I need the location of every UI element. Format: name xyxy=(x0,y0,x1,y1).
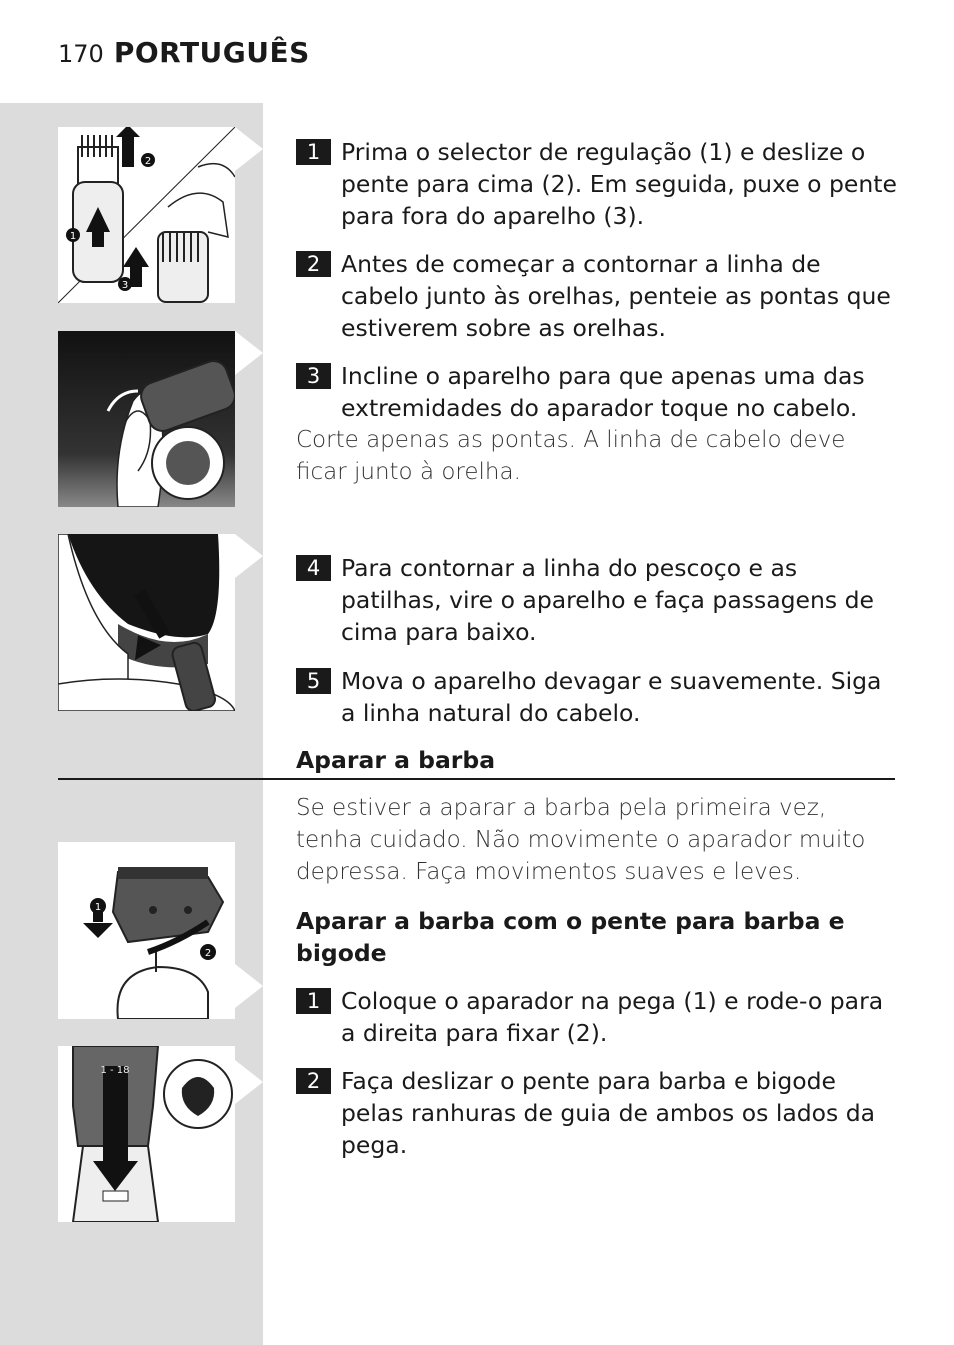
figure-pointer xyxy=(235,1060,263,1104)
step-number-badge: 4 xyxy=(296,555,331,581)
step-text: Antes de começar a contornar a linha de cabelo junto às orelhas, penteie as pontas que estiverem sobre as orelhas. xyxy=(341,250,891,342)
attach-trimmer-illustration xyxy=(58,842,235,1019)
step-number-badge: 3 xyxy=(296,363,331,389)
step-2-comb-hair xyxy=(296,248,901,344)
page-language-title: PORTUGUÊS xyxy=(113,36,310,69)
figure-attach-trimmer xyxy=(58,842,235,1019)
figure-beard-comb xyxy=(58,1046,235,1222)
step-2-slide-comb xyxy=(296,1065,901,1161)
step-1-remove-comb xyxy=(296,136,901,232)
subsection-heading: Aparar a barba com o pente para barba e bigode xyxy=(296,907,845,967)
step-4-neckline xyxy=(296,552,901,648)
callout-2: 2 xyxy=(204,948,212,959)
ear-trim-illustration xyxy=(58,331,235,507)
figure-pointer xyxy=(235,331,263,375)
beard-comb-illustration xyxy=(58,1046,235,1222)
step-1-attach-trimmer xyxy=(296,985,901,1049)
section-heading: Aparar a barba xyxy=(296,746,496,774)
step-5-move-slowly xyxy=(296,665,901,729)
step-3-tilt-appliance xyxy=(296,360,901,424)
step-number-badge: 2 xyxy=(296,1068,331,1094)
comb-removal-illustration xyxy=(58,127,235,303)
page-number: 170 xyxy=(58,40,104,68)
page-header xyxy=(58,36,310,72)
callout-3: 3 xyxy=(121,280,129,291)
step-3-note: Corte apenas as pontas. A linha de cabelo deve ficar junto à orelha. xyxy=(296,427,846,485)
step-text: Para contornar a linha do pescoço e as patilhas, vire o aparelho e faça passagens de cima para baixo. xyxy=(341,554,874,646)
step-number-badge: 5 xyxy=(296,668,331,694)
neckline-trim-illustration xyxy=(58,534,235,711)
figure-neckline-trim xyxy=(58,534,235,711)
callout-2: 2 xyxy=(144,156,152,167)
figure-pointer xyxy=(235,964,263,1008)
callout-1: 1 xyxy=(69,231,77,242)
section-intro: Se estiver a aparar a barba pela primeira vez, tenha cuidado. Não movimente o aparador muito depressa. Faça movimentos suaves e leves. xyxy=(296,795,866,885)
figure-pointer xyxy=(235,127,263,171)
comb-length-label: 1 - 18 xyxy=(100,1065,130,1076)
step-number-badge: 2 xyxy=(296,251,331,277)
step-text: Prima o selector de regulação (1) e deslize o pente para cima (2). Em seguida, puxe o pente para fora do aparelho (3). xyxy=(341,138,897,230)
step-number-badge: 1 xyxy=(296,139,331,165)
figure-ear-trim xyxy=(58,331,235,507)
figure-pointer xyxy=(235,534,263,578)
section-divider xyxy=(58,778,895,780)
callout-1: 1 xyxy=(94,902,102,913)
step-text: Incline o aparelho para que apenas uma das extremidades do aparador toque no cabelo. xyxy=(341,362,865,422)
step-text: Mova o aparelho devagar e suavemente. Siga a linha natural do cabelo. xyxy=(341,667,882,727)
step-text: Faça deslizar o pente para barba e bigode pelas ranhuras de guia de ambos os lados da pega. xyxy=(341,1067,876,1159)
step-text: Coloque o aparador na pega (1) e rode-o para a direita para fixar (2). xyxy=(341,987,884,1047)
step-number-badge: 1 xyxy=(296,988,331,1014)
figure-remove-comb xyxy=(58,127,235,303)
